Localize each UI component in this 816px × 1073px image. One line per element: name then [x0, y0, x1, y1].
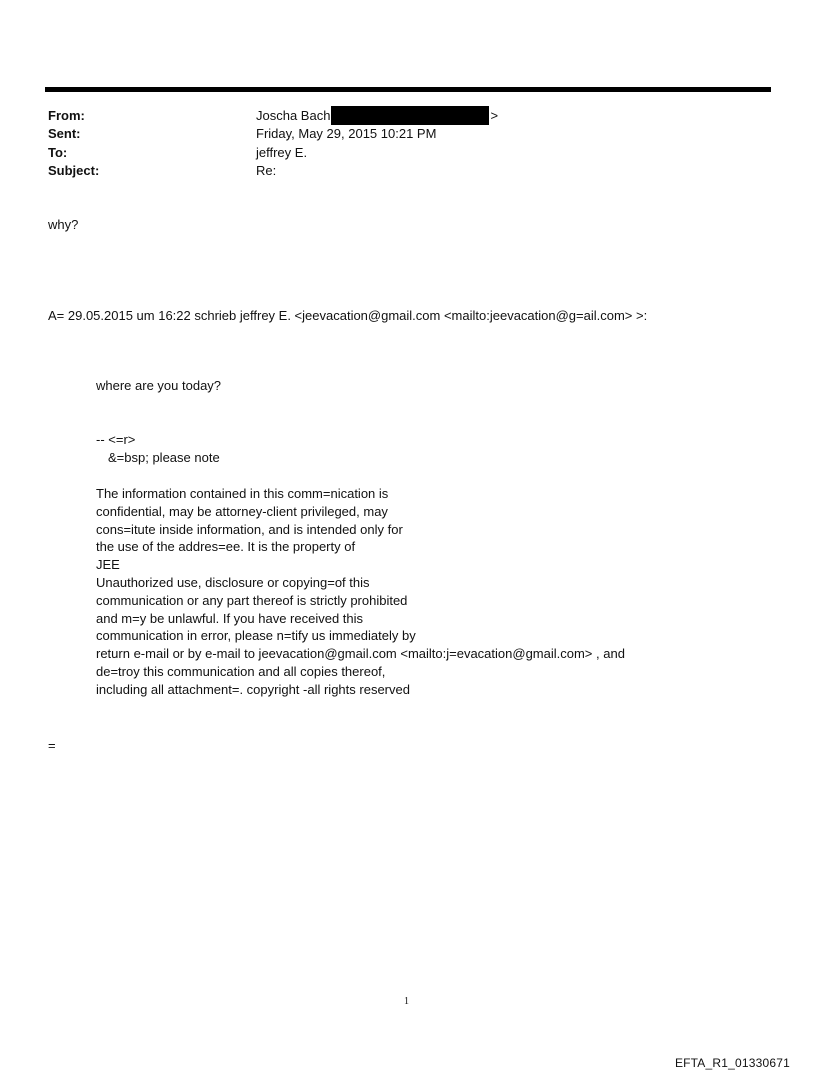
disclaimer-line: cons=itute inside information, and is intended only for — [96, 521, 403, 537]
quote-header: A= 29.05.2015 um 16:22 schrieb jeffrey E. <jeevacation@gmail.com <mailto:jeevacation@g=ail.com> >: — [48, 308, 648, 323]
disclaimer-line: return e-mail or by e-mail to jeevacation@gmail.com <mailto:j=evacation@gmail.com> , and — [96, 646, 625, 662]
disclaimer-line: communication or any part thereof is strictly prohibited — [96, 592, 408, 608]
disclaimer-line: confidential, may be attorney-client privileged, may — [96, 503, 388, 519]
quoted-question: where are you today? — [96, 378, 222, 393]
disclaimer-line: communication in error, please n=tify us immediately by — [96, 628, 416, 644]
document-id: EFTA_R1_01330671 — [674, 1056, 790, 1070]
from-label: From: — [48, 108, 85, 123]
subject-value: Re: — [256, 163, 277, 178]
signature-note: &=bsp; please note — [108, 450, 220, 465]
page-number: 1 — [404, 996, 409, 1007]
disclaimer-block — [96, 485, 625, 699]
disclaimer-line: de=troy this communication and all copies thereof, — [96, 663, 386, 679]
to-label: To: — [48, 145, 68, 160]
redaction-block — [331, 106, 489, 125]
to-value: jeffrey E. — [256, 145, 308, 160]
trailing-equals: = — [48, 738, 56, 753]
from-suffix: > — [490, 107, 499, 123]
disclaimer-line: the use of the addres=ee. It is the property of — [96, 539, 356, 555]
subject-label: Subject: — [48, 163, 100, 178]
disclaimer-line: Unauthorized use, disclosure or copying=of this — [96, 574, 370, 590]
reply-text: why? — [48, 217, 79, 232]
disclaimer-line: including all attachment=. copyright -all rights reserved — [96, 681, 410, 697]
signature-dash: -- <=r> — [96, 432, 136, 447]
header-divider — [45, 87, 771, 92]
disclaimer-line: and m=y be unlawful. If you have received this — [96, 610, 364, 626]
disclaimer-line: JEE — [96, 557, 120, 573]
disclaimer-line: The information contained in this comm=nication is — [96, 486, 389, 501]
from-name: Joscha Bach — [256, 107, 331, 123]
sent-label: Sent: — [48, 126, 81, 141]
sent-value: Friday, May 29, 2015 10:21 PM — [256, 126, 437, 141]
from-value — [256, 106, 498, 125]
